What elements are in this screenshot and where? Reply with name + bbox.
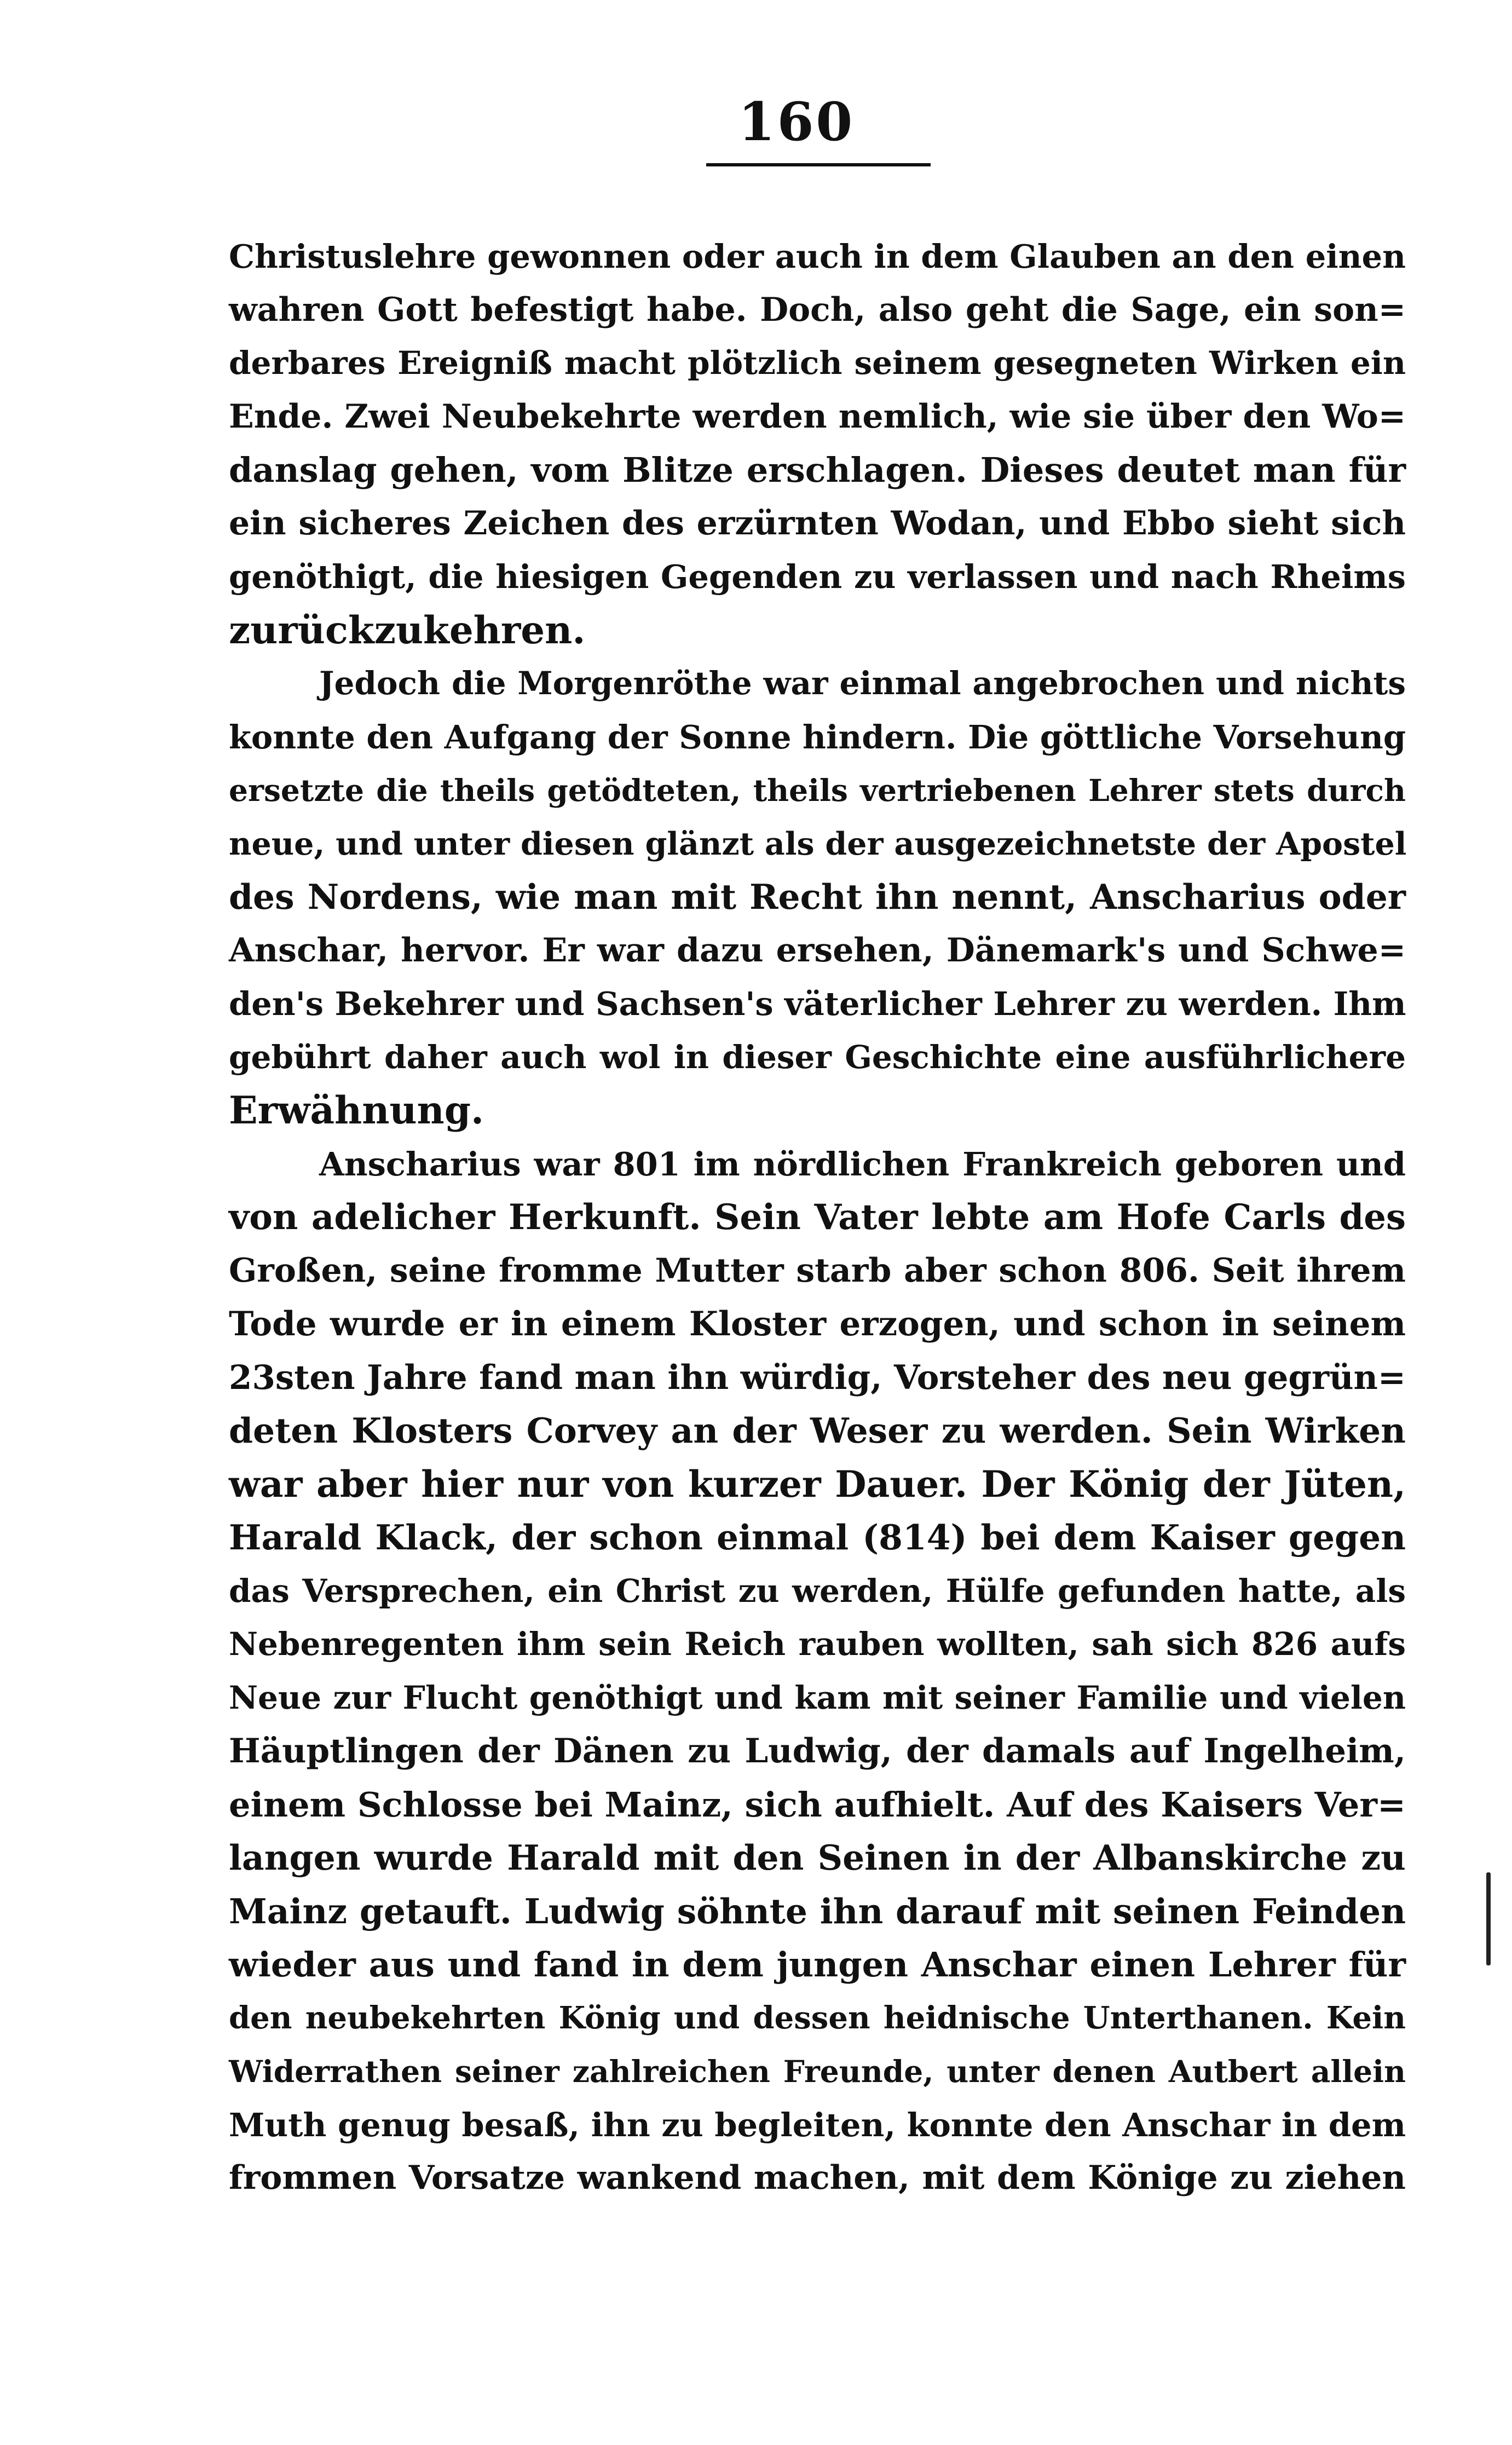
text-line: frommen Vorsatze wankend machen, mit dem Könige zu ziehen (229, 2159, 1406, 2197)
text-line: genöthigt, die hiesigen Gegenden zu verlassen und nach Rheims (229, 558, 1406, 596)
text-line: Anscharius war 801 im nördlichen Frankreich geboren und (319, 1145, 1406, 1183)
text-line: danslag gehen, vom Blitze erschlagen. Dieses deutet man für (229, 450, 1406, 490)
header-rule (706, 163, 931, 166)
text-line: von adelicher Herkunft. Sein Vater lebte am Hofe Carls des (229, 1197, 1406, 1238)
text-line: konnte den Aufgang der Sonne hindern. Die göttliche Vorsehung (229, 718, 1406, 756)
text-line: des Nordens, wie man mit Recht ihn nennt, Anscharius oder (229, 876, 1406, 917)
text-line: Muth genug besaß, ihn zu begleiten, konnte den Anschar in dem (229, 2106, 1406, 2144)
text-line: den's Bekehrer und Sachsen's väterlicher Lehrer zu werden. Ihm (229, 985, 1406, 1023)
text-line: Häuptlingen der Dänen zu Ludwig, der damals auf Ingelheim, (229, 1732, 1406, 1771)
text-line: Neue zur Flucht genöthigt und kam mit seiner Familie und vielen (229, 1679, 1406, 1716)
text-line: Anschar, hervor. Er war dazu ersehen, Dänemark's und Schwe= (229, 931, 1406, 970)
text-line: wahren Gott befestigt habe. Doch, also geht die Sage, ein son= (229, 290, 1406, 329)
text-line: das Versprechen, ein Christ zu werden, Hülfe gefunden hatte, als (229, 1572, 1406, 1610)
text-line: war aber hier nur von kurzer Dauer. Der König der Jüten, (229, 1462, 1406, 1506)
text-line: Widerrathen seiner zahlreichen Freunde, unter denen Autbert allein (229, 2054, 1406, 2089)
text-line: wieder aus und fand in dem jungen Anschar einen Lehrer für (229, 1945, 1406, 1985)
body-text (229, 230, 1406, 2205)
text-line: zurückzukehren. (229, 608, 586, 653)
text-line: ersetzte die theils getödteten, theils vertriebenen Lehrer stets durch (229, 772, 1406, 808)
text-line: Nebenregenten ihm sein Reich rauben wollten, sah sich 826 aufs (229, 1625, 1406, 1663)
text-line: neue, und unter diesen glänzt als der ausgezeichnetste der Apostel (229, 825, 1407, 862)
text-line: Harald Klack, der schon einmal (814) bei dem Kaiser gegen (229, 1517, 1406, 1558)
text-line: einem Schlosse bei Mainz, sich aufhielt. Auf des Kaisers Ver= (229, 1784, 1406, 1825)
text-line: gebührt daher auch wol in dieser Geschichte eine ausführlichere (229, 1038, 1406, 1076)
text-line: Großen, seine fromme Mutter starb aber schon 806. Seit ihrem (229, 1251, 1406, 1290)
text-line: derbares Ereigniß macht plötzlich seinem gesegneten Wirken ein (229, 344, 1406, 382)
text-line: deten Klosters Corvey an der Weser zu werden. Sein Wirken (229, 1410, 1406, 1451)
margin-mark (1486, 1872, 1491, 1965)
text-line: Jedoch die Morgenröthe war einmal angebrochen und nichts (319, 665, 1406, 702)
text-line: Mainz getauft. Ludwig söhnte ihn darauf mit seinen Feinden (229, 1890, 1406, 1931)
text-line: Tode wurde er in einem Kloster erzogen, und schon in seinem (229, 1305, 1406, 1343)
text-line: ein sicheres Zeichen des erzürnten Wodan, und Ebbo sieht sich (229, 504, 1406, 543)
text-line: Erwähnung. (229, 1088, 484, 1133)
page-number: 160 (738, 91, 855, 153)
text-line: den neubekehrten König und dessen heidnische Unterthanen. Kein (229, 1999, 1406, 2036)
text-line: langen wurde Harald mit den Seinen in der Albanskirche zu (229, 1837, 1406, 1878)
text-line: 23sten Jahre fand man ihn würdig, Vorsteher des neu gegrün= (229, 1358, 1406, 1397)
text-line: Christuslehre gewonnen oder auch in dem Glauben an den einen (229, 238, 1406, 275)
text-line: Ende. Zwei Neubekehrte werden nemlich, wie sie über den Wo= (229, 397, 1406, 436)
